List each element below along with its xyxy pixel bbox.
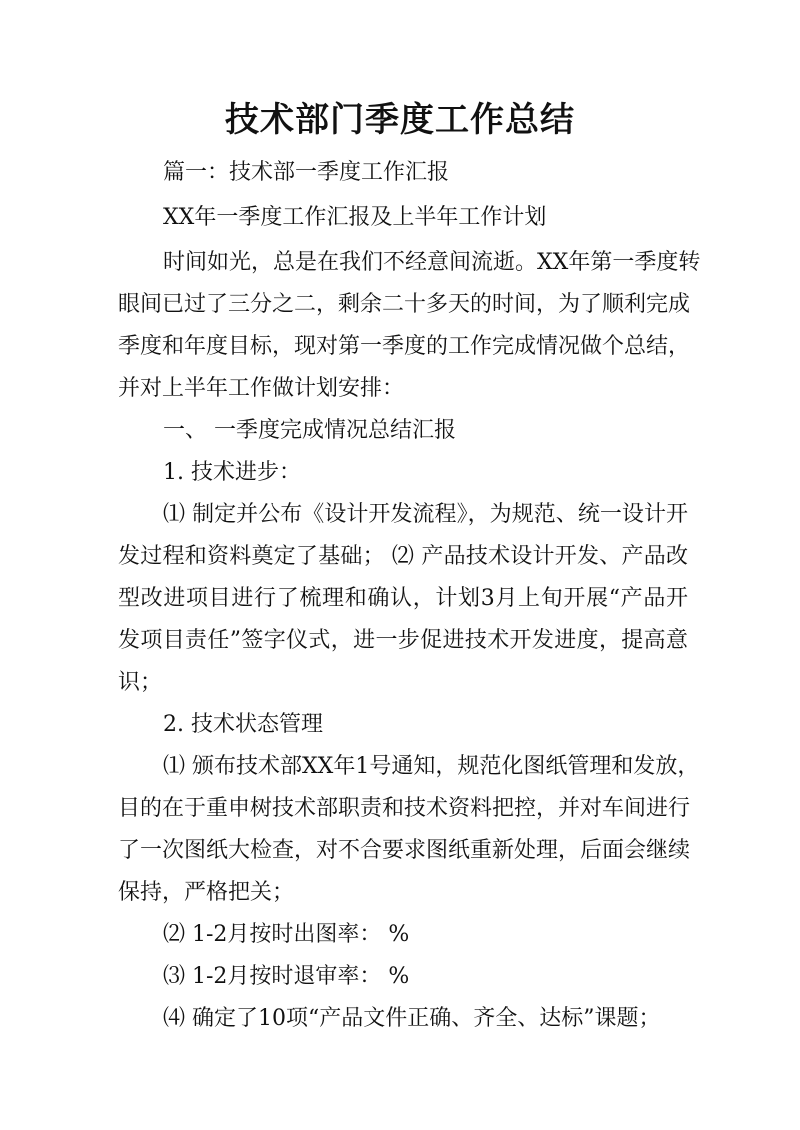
paragraph-line: 了一次图纸大检查，对不合要求图纸重新处理，后面会继续 (118, 838, 691, 863)
paragraph-line: 目的在于重申树技术部职责和技术资料把控，并对车间进行 (118, 796, 691, 821)
paragraph-line: ⑴ 颁布技术部XX年1号通知，规范化图纸管理和发放， (163, 754, 700, 779)
subtitle-line: XX年一季度工作汇报及上半年工作计划 (163, 205, 547, 230)
paragraph-line: 并对上半年工作做计划安排： (118, 376, 405, 401)
list-item: ⑵ 1-2月按时出图率： % (163, 922, 410, 947)
paragraph-line: 保持，严格把关； (118, 880, 295, 905)
paragraph-line: 型改进项目进行了梳理和确认，计划3月上旬开展“产品开 (118, 586, 688, 611)
paragraph-line: 眼间已过了三分之二，剩余二十多天的时间，为了顺利完成 (118, 292, 691, 317)
paragraph-line: 时间如光，总是在我们不经意间流逝。XX年第一季度转 (163, 250, 701, 275)
list-item: ⑶ 1-2月按时退审率： % (163, 964, 410, 989)
paragraph-line: ⑴ 制定并公布《设计开发流程》，为规范、统一设计开 (163, 502, 688, 527)
section-heading: 篇一：技术部一季度工作汇报 (163, 160, 450, 185)
paragraph-line: 季度和年度目标，现对第一季度的工作完成情况做个总结， (118, 334, 691, 359)
list-item-heading: 1. 技术进步： (163, 460, 301, 485)
document-title: 技术部门季度工作总结 (225, 100, 575, 140)
list-heading: 一、 一季度完成情况总结汇报 (163, 418, 456, 443)
paragraph-line: 发项目责任”签字仪式，进一步促进技术开发进度，提高意 (118, 628, 688, 653)
list-item-heading: 2. 技术状态管理 (163, 712, 323, 737)
list-item: ⑷ 确定了10项“产品文件正确、齐全、达标”课题； (163, 1006, 661, 1031)
paragraph-line: 识； (118, 670, 163, 695)
paragraph-line: 发过程和资料奠定了基础； ⑵ 产品技术设计开发、产品改 (118, 544, 688, 569)
